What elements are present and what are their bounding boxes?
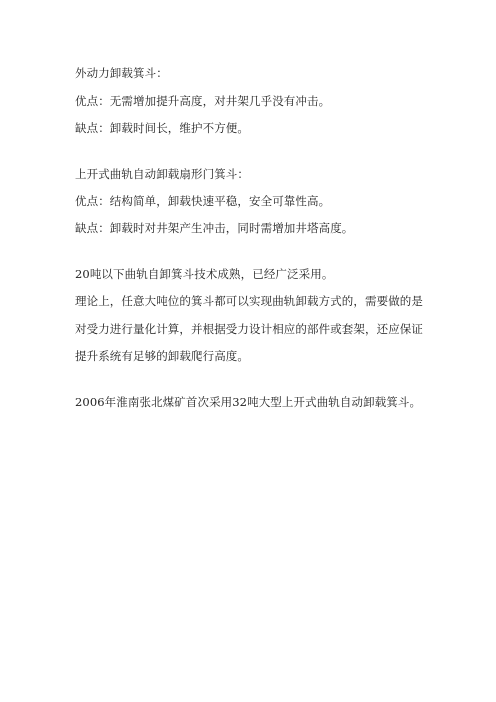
section-2-advantages: 优点：结构简单，卸载快速平稳，安全可靠性高。 bbox=[75, 194, 331, 208]
section-3-paragraph-line-1: 理论上，任意大吨位的箕斗都可以实现曲轨卸载方式的，需要做的是 bbox=[75, 294, 423, 308]
section-2-title: 上开式曲轨自动卸载扇形门箕斗： bbox=[75, 167, 249, 181]
section-2-disadvantages: 缺点：卸载时对井架产生冲击，同时需增加井塔高度。 bbox=[75, 221, 354, 235]
section-3-title: 20吨以下曲轨自卸箕斗技术成熟，已经广泛采用。 bbox=[75, 267, 334, 281]
section-3-paragraph-line-3: 提升系统有足够的卸载爬行高度。 bbox=[75, 349, 249, 363]
section-1-title: 外动力卸载箕斗： bbox=[75, 66, 168, 80]
section-3-paragraph-line-2: 对受力进行量化计算，并根据受力设计相应的部件或套架，还应保证 bbox=[75, 322, 423, 336]
section-4-statement: 2006年淮南张北煤矿首次采用32吨大型上开式曲轨自动卸载箕斗。 bbox=[75, 395, 422, 409]
section-1-disadvantages: 缺点：卸载时间长，维护不方便。 bbox=[75, 121, 249, 135]
section-1-advantages: 优点：无需增加提升高度，对井架几乎没有冲击。 bbox=[75, 94, 331, 108]
